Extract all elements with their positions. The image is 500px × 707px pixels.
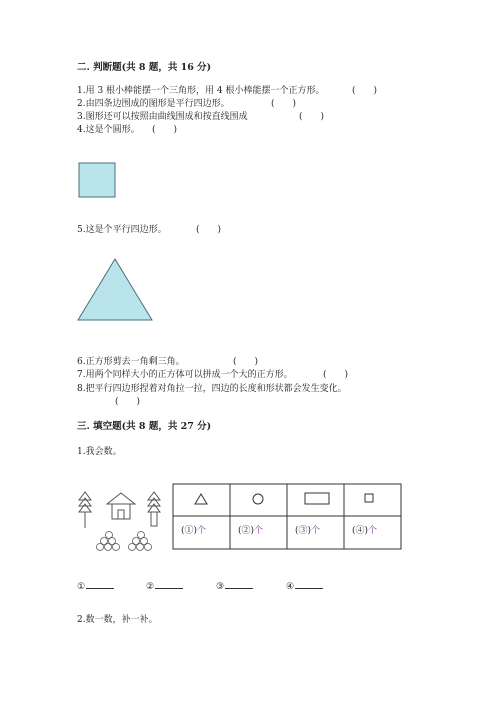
answer-paren-2-8[interactable]: ( ) — [115, 397, 141, 407]
circle-icon — [253, 494, 263, 504]
triangle-icon — [195, 494, 207, 504]
answer-blank-2[interactable]: ② — [146, 580, 183, 593]
answer-paren-2-5[interactable]: ( ) — [196, 225, 222, 235]
question-2-4: 4.这是个圆形。 — [77, 125, 140, 135]
answer-paren-2-2[interactable]: ( ) — [271, 99, 297, 109]
question-2-1: 1.用 3 根小棒能摆一个三角形，用 4 根小棒能摆一个正方形。 — [77, 86, 325, 96]
question-2-5: 5.这是个平行四边形。 — [77, 225, 167, 235]
answer-blank-3[interactable]: ③ — [216, 580, 253, 593]
question-2-8: 8.把平行四边形捏着对角拉一拉，四边的长度和形状都会发生变化。 — [77, 384, 347, 394]
answer-paren-2-4[interactable]: ( ) — [152, 125, 178, 135]
answer-paren-2-7[interactable]: ( ) — [323, 370, 349, 380]
square-icon — [365, 494, 373, 502]
question-3-2: 2.数一数，补一补。 — [77, 615, 158, 625]
count-cell-2[interactable]: (②)个 — [238, 526, 264, 536]
count-cell-4[interactable]: (④)个 — [352, 526, 378, 536]
answer-paren-2-1[interactable]: ( ) — [352, 86, 378, 96]
count-cell-3[interactable]: (③)个 — [295, 526, 321, 536]
section-2-title: 二. 判断题(共 8 题，共 16 分) — [77, 62, 212, 73]
question-2-7: 7.用两个同样大小的正方体可以拼成一个大的正方形。 — [77, 370, 293, 380]
answer-blank-4[interactable]: ④ — [286, 580, 323, 593]
count-cell-1[interactable]: (①)个 — [181, 526, 207, 536]
section-3-title: 三. 填空题(共 8 题，共 27 分) — [77, 421, 212, 432]
question-2-3: 3.图形还可以按照由曲线围成和按直线围成 — [77, 112, 248, 122]
answer-paren-2-3[interactable]: ( ) — [299, 112, 325, 122]
answer-blank-1[interactable]: ① — [77, 580, 114, 593]
question-3-1: 1.我会数。 — [77, 447, 122, 457]
answer-paren-2-6[interactable]: ( ) — [233, 357, 259, 367]
question-2-6: 6.正方形剪去一角剩三角。 — [77, 357, 185, 367]
rectangle-icon — [305, 493, 329, 504]
question-2-2: 2.由四条边围成的图形是平行四边形。 — [77, 99, 230, 109]
